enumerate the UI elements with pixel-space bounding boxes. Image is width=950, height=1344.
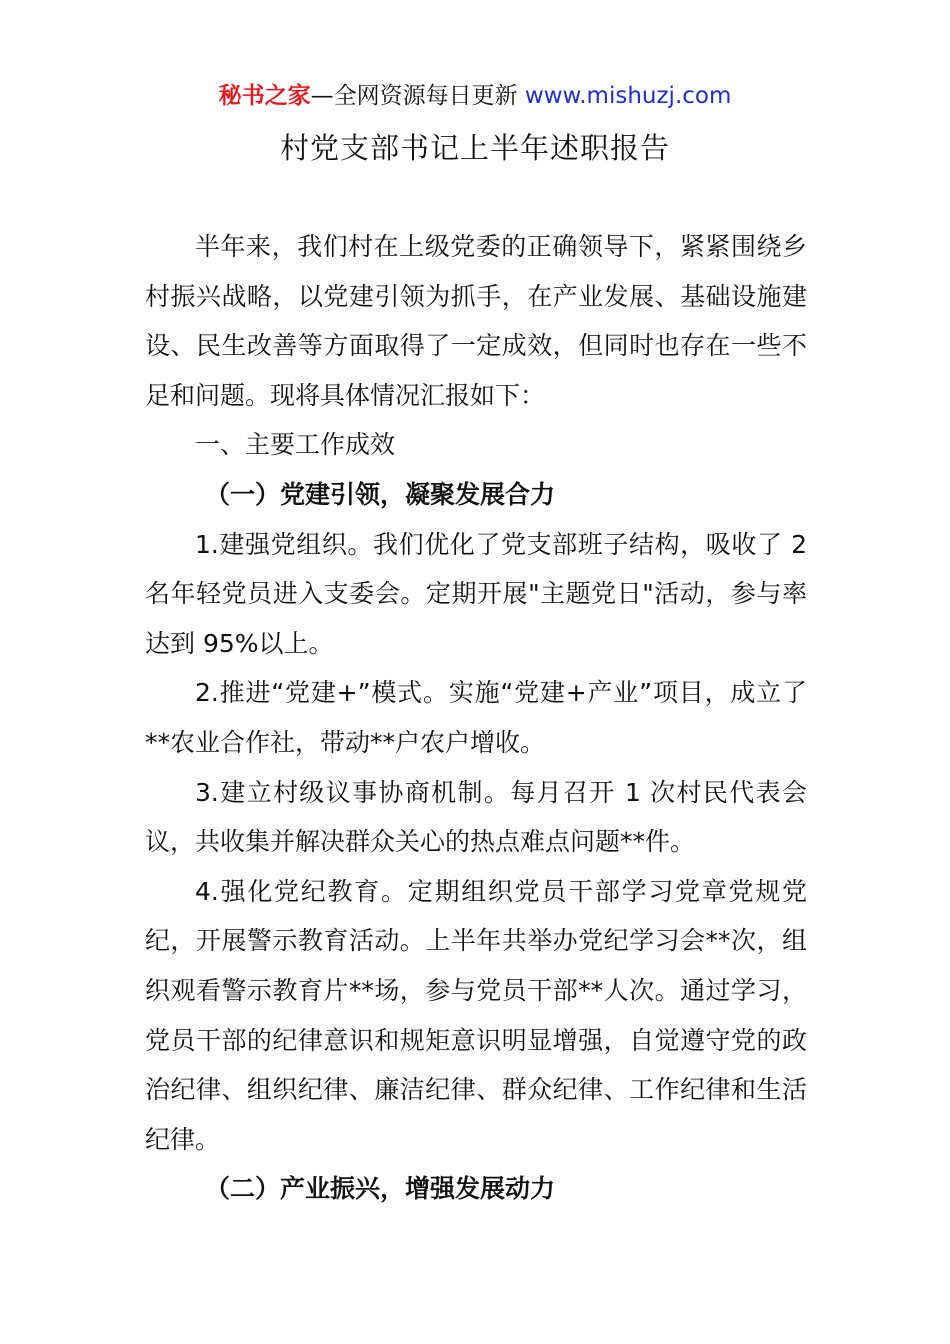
header-slogan: —全网资源每日更新 <box>310 83 518 109</box>
document-title: 村党支部书记上半年述职报告 <box>279 131 670 165</box>
subsection-heading-1: （一）党建引领，凝聚发展合力 <box>205 479 556 509</box>
site-header <box>0 80 950 112</box>
section-heading-1: 一、主要工作成效 <box>195 430 396 460</box>
brand-name: 秘书之家 <box>218 83 311 109</box>
site-url-link[interactable]: www.mishuzj.com <box>524 83 732 109</box>
document-body <box>145 222 807 1214</box>
body-paragraph-4: 4.强化党纪教育。定期组织党员干部学习党章党规党纪，开展警示教育活动。上半年共举办党纪学习会**次，组织观看警示教育片**场，参与党员干部**人次。通过学习，党员干部的纪律意识和规矩意识明显增强，自觉遵守党的政治纪律、组织纪律、廉洁纪律、群众纪律、工作纪律和生活纪律。 <box>145 876 807 1154</box>
subsection-heading-2: （二）产业振兴，增强发展动力 <box>205 1174 556 1204</box>
body-paragraph-2: 2.推进“党建+”模式。实施“党建+产业”项目，成立了**农业合作社，带动**户农户增收。 <box>145 678 807 757</box>
intro-paragraph: 半年来，我们村在上级党委的正确领导下，紧紧围绕乡村振兴战略，以党建引领为抓手，在产业发展、基础设施建设、民生改善等方面取得了一定成效，但同时也存在一些不足和问题。现将具体情况汇报如下： <box>145 232 807 410</box>
body-paragraph-1: 1.建强党组织。我们优化了党支部班子结构，吸收了 2 名年轻党员进入支委会。定期开展"主题党日"活动，参与率达到 95%以上。 <box>145 529 807 658</box>
body-paragraph-3: 3.建立村级议事协商机制。每月召开 1 次村民代表会议，共收集并解决群众关心的热点难点问题**件。 <box>145 777 807 857</box>
